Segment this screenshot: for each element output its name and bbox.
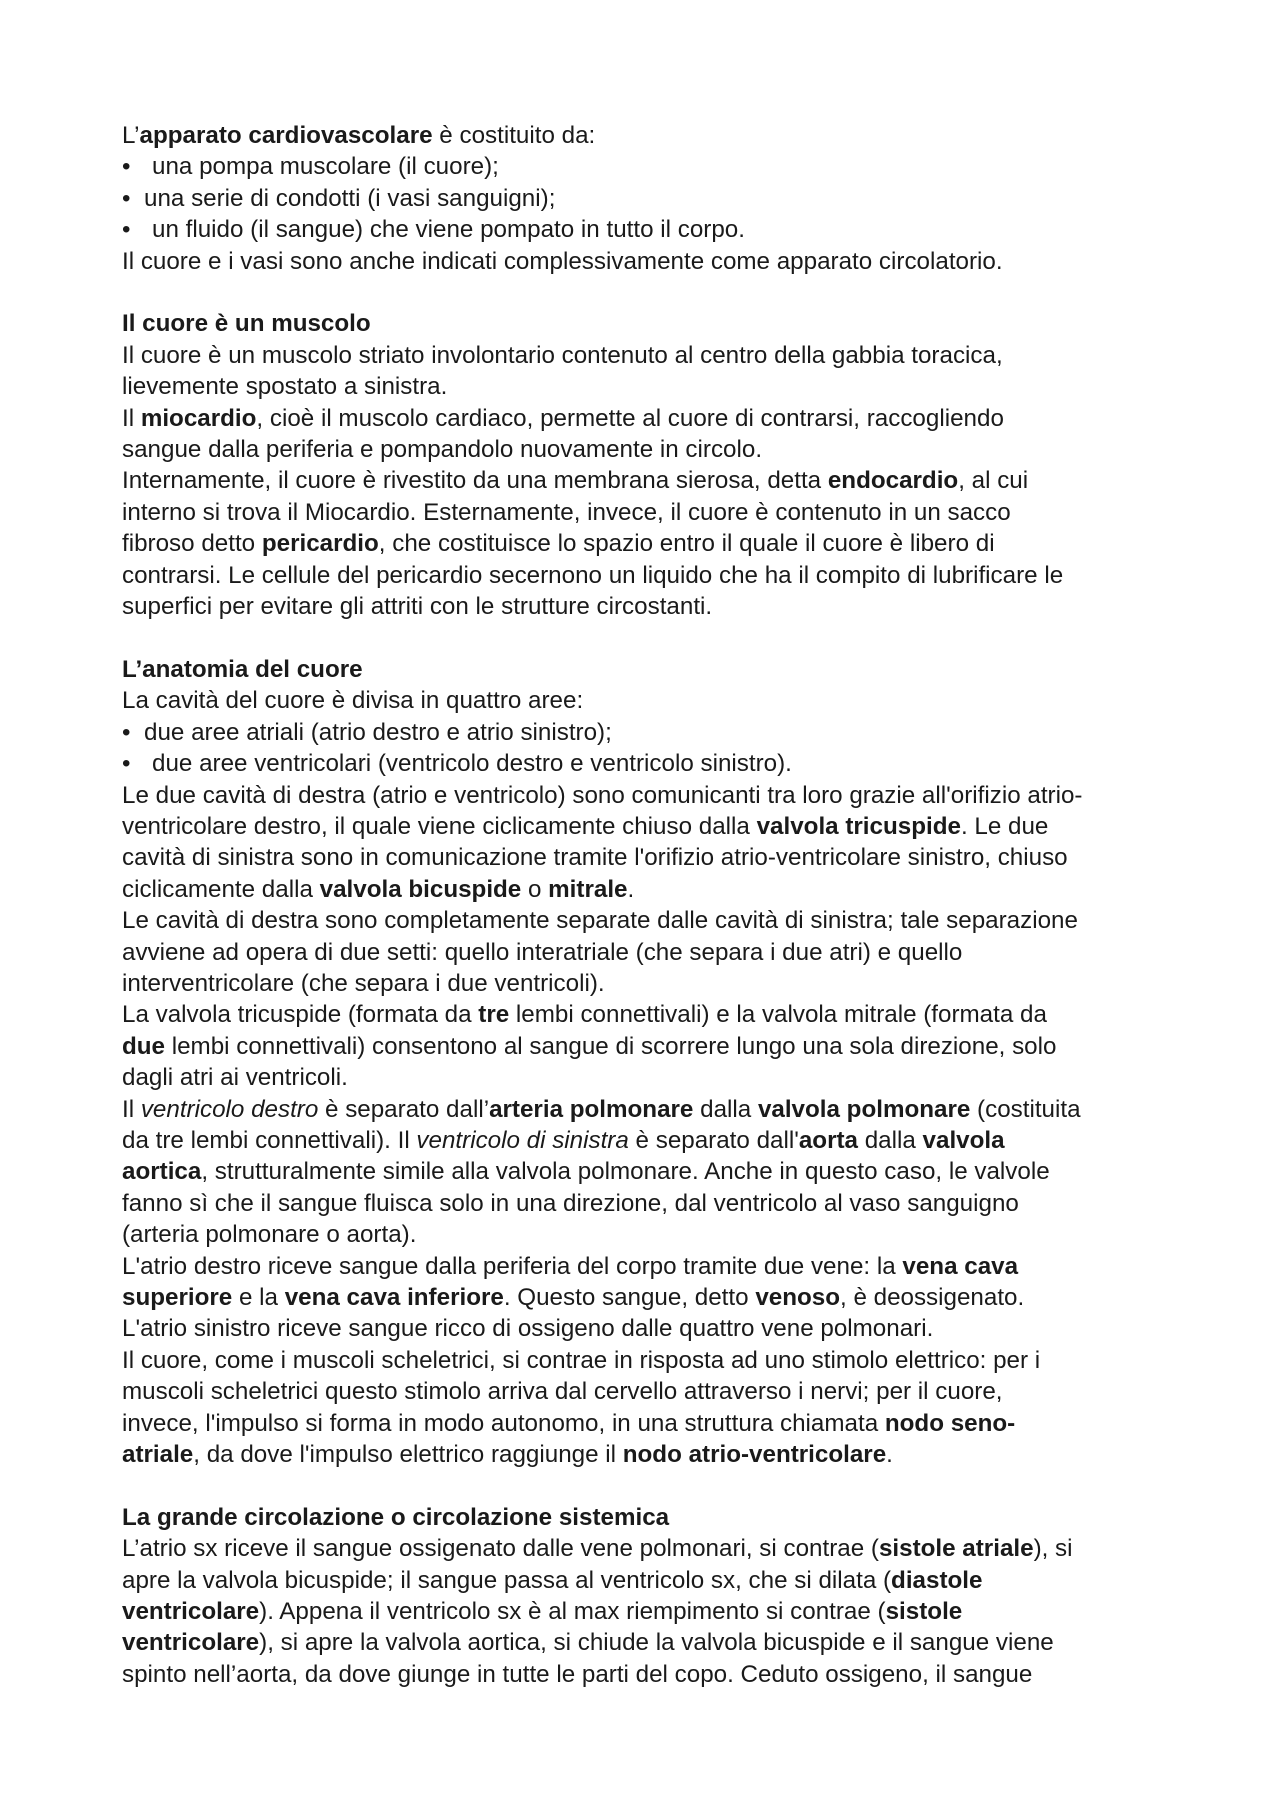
bold-text: diastole [891, 1566, 983, 1594]
text-run: Le due cavità di destra (atrio e ventricolo) sono comunicanti tra loro grazie all'orifizio atrio- [122, 781, 1083, 809]
text-run: avviene ad opera di due setti: quello interatriale (che separa i due atri) e quello [122, 938, 963, 966]
text-line [122, 1219, 1172, 1250]
bold-text: La grande circolazione o circolazione sistemica [122, 1503, 670, 1531]
paragraph-spacer [122, 622, 1172, 653]
text-run: Il [122, 404, 141, 432]
text-run: . Questo sangue, detto [503, 1284, 756, 1311]
bold-text: Il cuore è un muscolo [122, 310, 371, 338]
bold-text: ventricolare [122, 1629, 260, 1657]
text-line [122, 497, 1172, 528]
bold-text: pericardio [261, 530, 379, 558]
text-line [122, 308, 1172, 339]
text-run: , cioè il muscolo cardiaco, permette al cuore di contrarsi, raccogliendo [256, 404, 1004, 432]
text-run: superfici per evitare gli attriti con le strutture circostanti. [122, 593, 713, 621]
text-run: Il [122, 1095, 141, 1123]
text-run: dalla [693, 1095, 758, 1123]
text-run: Internamente, il cuore è rivestito da una membrana sierosa, detta [122, 467, 828, 495]
text-line [122, 905, 1172, 936]
bold-text: superiore [122, 1284, 233, 1311]
text-run: (costituita [970, 1095, 1081, 1123]
text-run: è separato dall' [628, 1126, 799, 1154]
text-run: L'atrio destro riceve sangue dalla periferia del corpo tramite due vene: la [122, 1252, 903, 1280]
text-run: Il cuore è un muscolo striato involontario contenuto al centro della gabbia toracica, [122, 341, 1003, 369]
bold-text: venoso [755, 1284, 840, 1311]
text-run: lembi connettivali) e la valvola mitrale (formata da [509, 1001, 1047, 1029]
text-run: , è deossigenato. [840, 1284, 1025, 1311]
text-run: L'atrio sinistro riceve sangue ricco di ossigeno dalle quattro vene polmonari. [122, 1315, 934, 1343]
text-run: , strutturalmente simile alla valvola polmonare. Anche in questo caso, le valvole [201, 1158, 1050, 1186]
text-line [122, 1627, 1172, 1658]
text-run: ). Appena il ventricolo sx è al max riempimento si contrae ( [259, 1598, 886, 1626]
text-run: . [886, 1441, 893, 1469]
text-run: muscoli scheletrici questo stimolo arriva dal cervello attraverso i nervi; per il cuore, [122, 1378, 1003, 1406]
text-line [122, 1125, 1172, 1156]
text-line [122, 999, 1172, 1030]
text-line [122, 1156, 1172, 1187]
text-run: è costituito da: [432, 122, 596, 149]
text-run: , al cui [958, 467, 1029, 495]
text-line [122, 1062, 1172, 1093]
text-run: e la [232, 1284, 285, 1311]
text-run: L’atrio sx riceve il sangue ossigenato dalle vene polmonari, si contrae ( [122, 1535, 879, 1563]
text-run: apre la valvola bicuspide; il sangue passa al ventricolo sx, che si dilata ( [122, 1566, 892, 1594]
bold-text: tre [478, 1001, 510, 1029]
text-run: interno si trova il Miocardio. Esternamente, invece, il cuore è contenuto in un sacco [122, 498, 1011, 526]
text-run: o [521, 875, 549, 903]
text-run: contrarsi. Le cellule del pericardio secernono un liquido che ha il compito di lubrificare le [122, 561, 1064, 589]
text-run: ), si [1033, 1535, 1073, 1563]
bold-text: sistole atriale [878, 1535, 1034, 1563]
text-line [122, 685, 1172, 716]
paragraph-spacer [122, 277, 1172, 308]
text-line [122, 246, 1172, 277]
bold-text: valvola tricuspide [756, 812, 961, 840]
paragraph [122, 120, 1172, 277]
text-line [122, 340, 1172, 371]
text-run: una serie di condotti (i vasi sanguigni); [144, 184, 556, 212]
text-run: Le cavità di destra sono completamente separate dalle cavità di sinistra; tale separazione [122, 907, 1078, 935]
bold-text: mitrale [548, 875, 628, 903]
text-run: , da dove l'impulso elettrico raggiunge il [193, 1441, 623, 1469]
text-line [122, 434, 1172, 465]
text-line [122, 528, 1172, 559]
text-line [122, 842, 1172, 873]
text-line [122, 1251, 1172, 1282]
bold-text: due [122, 1032, 166, 1060]
text-line [122, 1376, 1172, 1407]
text-line [122, 214, 1172, 245]
text-run: interventricolare (che separa i due ventricoli). [122, 969, 605, 997]
bold-text: aortica [122, 1158, 202, 1186]
text-line [122, 1094, 1172, 1125]
text-line [122, 1313, 1172, 1344]
text-line [122, 1439, 1172, 1470]
text-line [122, 1408, 1172, 1439]
paragraph [122, 654, 1172, 1471]
text-line [122, 403, 1172, 434]
text-run: lembi connettivali) consentono al sangue di scorrere lungo una sola direzione, solo [165, 1032, 1057, 1060]
text-line [122, 465, 1172, 496]
text-line [122, 151, 1172, 182]
text-run: da tre lembi connettivali). Il [122, 1126, 417, 1154]
text-line [122, 811, 1172, 842]
text-line [122, 1031, 1172, 1062]
bold-text: nodo seno- [884, 1409, 1016, 1437]
text-line [122, 1533, 1172, 1564]
document-page [122, 120, 1172, 1690]
text-run: ciclicamente dalla [122, 875, 320, 903]
bold-text: arteria polmonare [489, 1095, 694, 1123]
italic-text: ventricolo di sinistra [416, 1126, 629, 1154]
italic-text: ventricolo destro [140, 1095, 319, 1123]
bold-text: vena cava [902, 1252, 1019, 1280]
text-run: . Le due [960, 812, 1049, 840]
text-run: La valvola tricuspide (formata da [122, 1001, 479, 1029]
text-line [122, 874, 1172, 905]
text-run: una pompa muscolare (il cuore); [152, 153, 499, 181]
text-run: . [627, 875, 635, 903]
text-run: spinto nell’aorta, da dove giunge in tutte le parti del copo. Ceduto ossigeno, il sangue [122, 1660, 1033, 1688]
bold-text: atriale [122, 1441, 194, 1469]
text-line [122, 1596, 1172, 1627]
text-run: Il cuore, come i muscoli scheletrici, si contrae in risposta ad uno stimolo elettrico: per i [122, 1346, 1041, 1374]
text-run: un fluido (il sangue) che viene pompato in tutto il corpo. [152, 216, 745, 244]
bold-text: valvola bicuspide [319, 875, 522, 903]
text-line [122, 371, 1172, 402]
text-run: fanno sì che il sangue fluisca solo in una direzione, dal ventricolo al vaso sanguigno [122, 1189, 1019, 1217]
text-line [122, 1565, 1172, 1596]
paragraph-spacer [122, 1470, 1172, 1501]
bold-text: sistole [885, 1598, 963, 1626]
bullet-icon: • [122, 153, 131, 181]
text-line [122, 183, 1172, 214]
bullet-icon: • [122, 718, 131, 746]
bullet-icon: • [122, 216, 131, 244]
bold-text: aorta [798, 1126, 858, 1154]
text-run: dagli atri ai ventricoli. [122, 1064, 348, 1092]
text-run: , che costituisce lo spazio entro il quale il cuore è libero di [378, 530, 995, 558]
text-line [122, 717, 1172, 748]
text-run: L’ [122, 122, 140, 149]
text-line [122, 1659, 1172, 1690]
text-run: cavità di sinistra sono in comunicazione tramite l'orifizio atrio-ventricolare sinistro, chiuso [122, 844, 1068, 872]
text-line [122, 120, 1172, 151]
bullet-icon: • [122, 750, 131, 778]
text-line [122, 1282, 1172, 1313]
paragraph [122, 308, 1172, 622]
bold-text: miocardio [140, 404, 257, 432]
text-run: Il cuore e i vasi sono anche indicati complessivamente come apparato circolatorio. [122, 247, 1003, 275]
text-run: ), si apre la valvola aortica, si chiude la valvola bicuspide e il sangue viene [259, 1629, 1054, 1657]
bold-text: endocardio [827, 467, 959, 495]
bold-text: L’anatomia del cuore [122, 655, 363, 683]
text-run: è separato dall’ [318, 1095, 490, 1123]
bold-text: valvola polmonare [757, 1095, 971, 1123]
bold-text: nodo atrio-ventricolare [622, 1441, 887, 1469]
text-run: invece, l'impulso si forma in modo autonomo, in una struttura chiamata [122, 1409, 885, 1437]
bold-text: vena cava inferiore [284, 1284, 504, 1311]
text-line [122, 591, 1172, 622]
text-line [122, 748, 1172, 779]
text-line [122, 780, 1172, 811]
bold-text: apparato cardiovascolare [139, 122, 433, 149]
paragraph [122, 1502, 1172, 1690]
text-run: fibroso detto [122, 530, 262, 558]
text-line [122, 654, 1172, 685]
text-run: (arteria polmonare o aorta). [122, 1221, 417, 1249]
bold-text: ventricolare [122, 1598, 260, 1626]
bold-text: valvola [922, 1126, 1005, 1154]
text-run: dalla [858, 1126, 923, 1154]
bullet-icon: • [122, 184, 131, 212]
text-line [122, 1188, 1172, 1219]
text-run: due aree ventricolari (ventricolo destro e ventricolo sinistro). [152, 750, 792, 778]
text-run: ventricolare destro, il quale viene ciclicamente chiuso dalla [122, 812, 757, 840]
text-run: La cavità del cuore è divisa in quattro aree: [122, 687, 584, 715]
text-run: sangue dalla periferia e pompandolo nuovamente in circolo. [122, 436, 763, 464]
text-run: lievemente spostato a sinistra. [122, 373, 448, 401]
text-line [122, 937, 1172, 968]
text-line [122, 968, 1172, 999]
text-run: due aree atriali (atrio destro e atrio sinistro); [144, 718, 612, 746]
text-line [122, 1345, 1172, 1376]
text-line [122, 1502, 1172, 1533]
text-line [122, 560, 1172, 591]
